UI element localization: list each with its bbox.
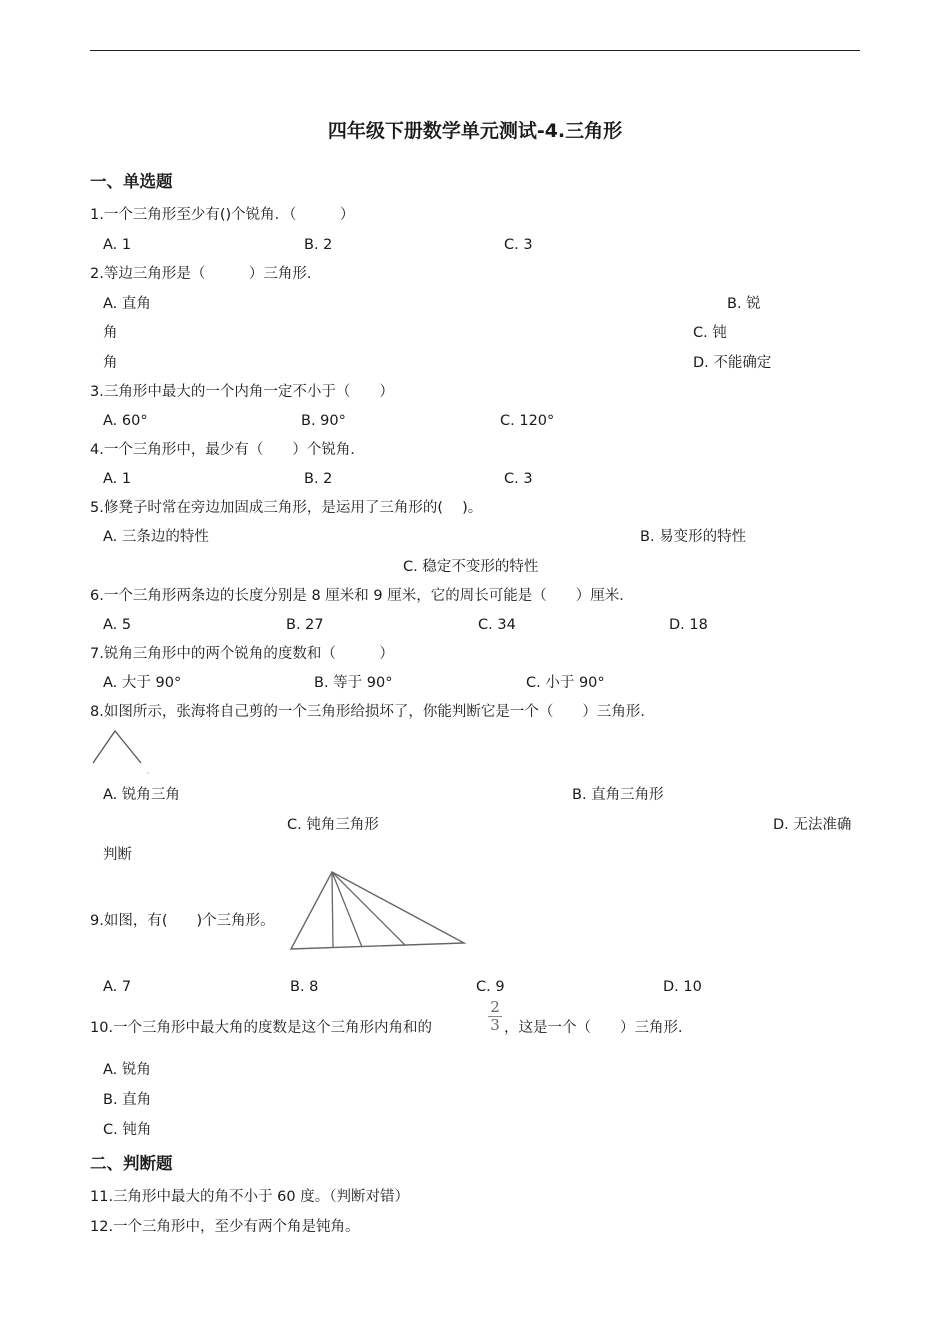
q4-option-b: B. 2 xyxy=(304,471,333,487)
q9-option-b: B. 8 xyxy=(290,979,319,995)
q6-option-b: B. 27 xyxy=(286,617,324,633)
q7-option-a: A. 大于 90° xyxy=(103,675,182,691)
q6-option-a: A. 5 xyxy=(103,617,132,633)
q2-option-a-tail: 角 xyxy=(103,325,118,341)
q4-stem: 4.一个三角形中，最少有（ ）个锐角． xyxy=(90,442,365,458)
q6-option-d: D. 18 xyxy=(669,617,708,633)
q7-option-c: C. 小于 90° xyxy=(526,675,605,691)
q3-stem: 3.三角形中最大的一个内角一定不小于（ ） xyxy=(90,384,394,400)
q5-option-b: B. 易变形的特性 xyxy=(640,529,747,545)
q12-stem: 12.一个三角形中，至少有两个角是钝角。 xyxy=(90,1219,360,1235)
q9-stem: 9.如图，有( )个三角形。 xyxy=(90,913,275,929)
header-rule xyxy=(90,50,860,51)
q7-option-b: B. 等于 90° xyxy=(314,675,393,691)
q1-option-c: C. 3 xyxy=(504,237,533,253)
q8-option-c: C. 钝角三角形 xyxy=(287,817,379,833)
q10-option-a: A. 锐角 xyxy=(103,1062,151,1078)
q2-option-d: D. 不能确定 xyxy=(693,355,772,371)
q11-stem: 11.三角形中最大的角不小于 60 度。（判断对错） xyxy=(90,1189,409,1205)
q2-option-a: A. 直角 xyxy=(103,296,151,312)
q6-option-c: C. 34 xyxy=(478,617,516,633)
q9-option-d: D. 10 xyxy=(663,979,702,995)
q1-option-b: B. 2 xyxy=(304,237,333,253)
q9-option-a: A. 7 xyxy=(103,979,132,995)
q8-option-a: A. 锐角三角 xyxy=(103,787,180,803)
q3-option-c: C. 120° xyxy=(500,413,555,429)
q10-fraction-denominator: 3 xyxy=(490,1016,500,1034)
q8-option-d: D. 无法准确 xyxy=(773,817,852,833)
q10-option-c: C. 钝角 xyxy=(103,1122,152,1138)
q2-option-c: C. 钝 xyxy=(693,325,727,341)
q7-stem: 7.锐角三角形中的两个锐角的度数和（ ） xyxy=(90,646,394,662)
q10-fraction xyxy=(488,1000,502,1033)
q2-stem: 2.等边三角形是（ ）三角形． xyxy=(90,266,322,282)
q10-option-b: B. 直角 xyxy=(103,1092,152,1108)
page-title: 四年级下册数学单元测试-4.三角形 xyxy=(327,120,623,142)
q2-option-b-tail: 角 xyxy=(103,355,118,371)
q9-option-c: C. 9 xyxy=(476,979,505,995)
q6-stem: 6.一个三角形两条边的长度分别是 8 厘米和 9 厘米，它的周长可能是（ ）厘米． xyxy=(90,588,634,604)
q8-stem: 8.如图所示，张海将自己剪的一个三角形给损坏了，你能判断它是一个（ ）三角形． xyxy=(90,704,655,720)
q5-option-c: C. 稳定不变形的特性 xyxy=(403,559,539,575)
q5-stem: 5.修凳子时常在旁边加固成三角形，是运用了三角形的( )。 xyxy=(90,500,483,516)
q4-option-c: C. 3 xyxy=(504,471,533,487)
section-single-choice: 一、单选题 xyxy=(90,172,173,191)
q1-stem: 1.一个三角形至少有()个锐角．（ ） xyxy=(90,207,355,223)
q10-stem-before: 10.一个三角形中最大角的度数是这个三角形内角和的 xyxy=(90,1020,433,1036)
q5-option-a: A. 三条边的特性 xyxy=(103,529,209,545)
q4-option-a: A. 1 xyxy=(103,471,132,487)
q3-option-b: B. 90° xyxy=(301,413,346,429)
q2-option-b: B. 锐 xyxy=(727,296,761,312)
q10-fraction-numerator: 2 xyxy=(490,998,500,1016)
q8-option-b: B. 直角三角形 xyxy=(572,787,664,803)
broken-triangle-figure xyxy=(90,728,150,776)
q1-option-a: A. 1 xyxy=(103,237,132,253)
q3-option-a: A. 60° xyxy=(103,413,148,429)
q8-option-d-tail: 判断 xyxy=(103,847,132,863)
triangle-count-figure xyxy=(286,868,468,952)
section-true-false: 二、判断题 xyxy=(90,1154,173,1173)
q10-stem-after: ，这是一个（ ）三角形． xyxy=(504,1020,693,1036)
